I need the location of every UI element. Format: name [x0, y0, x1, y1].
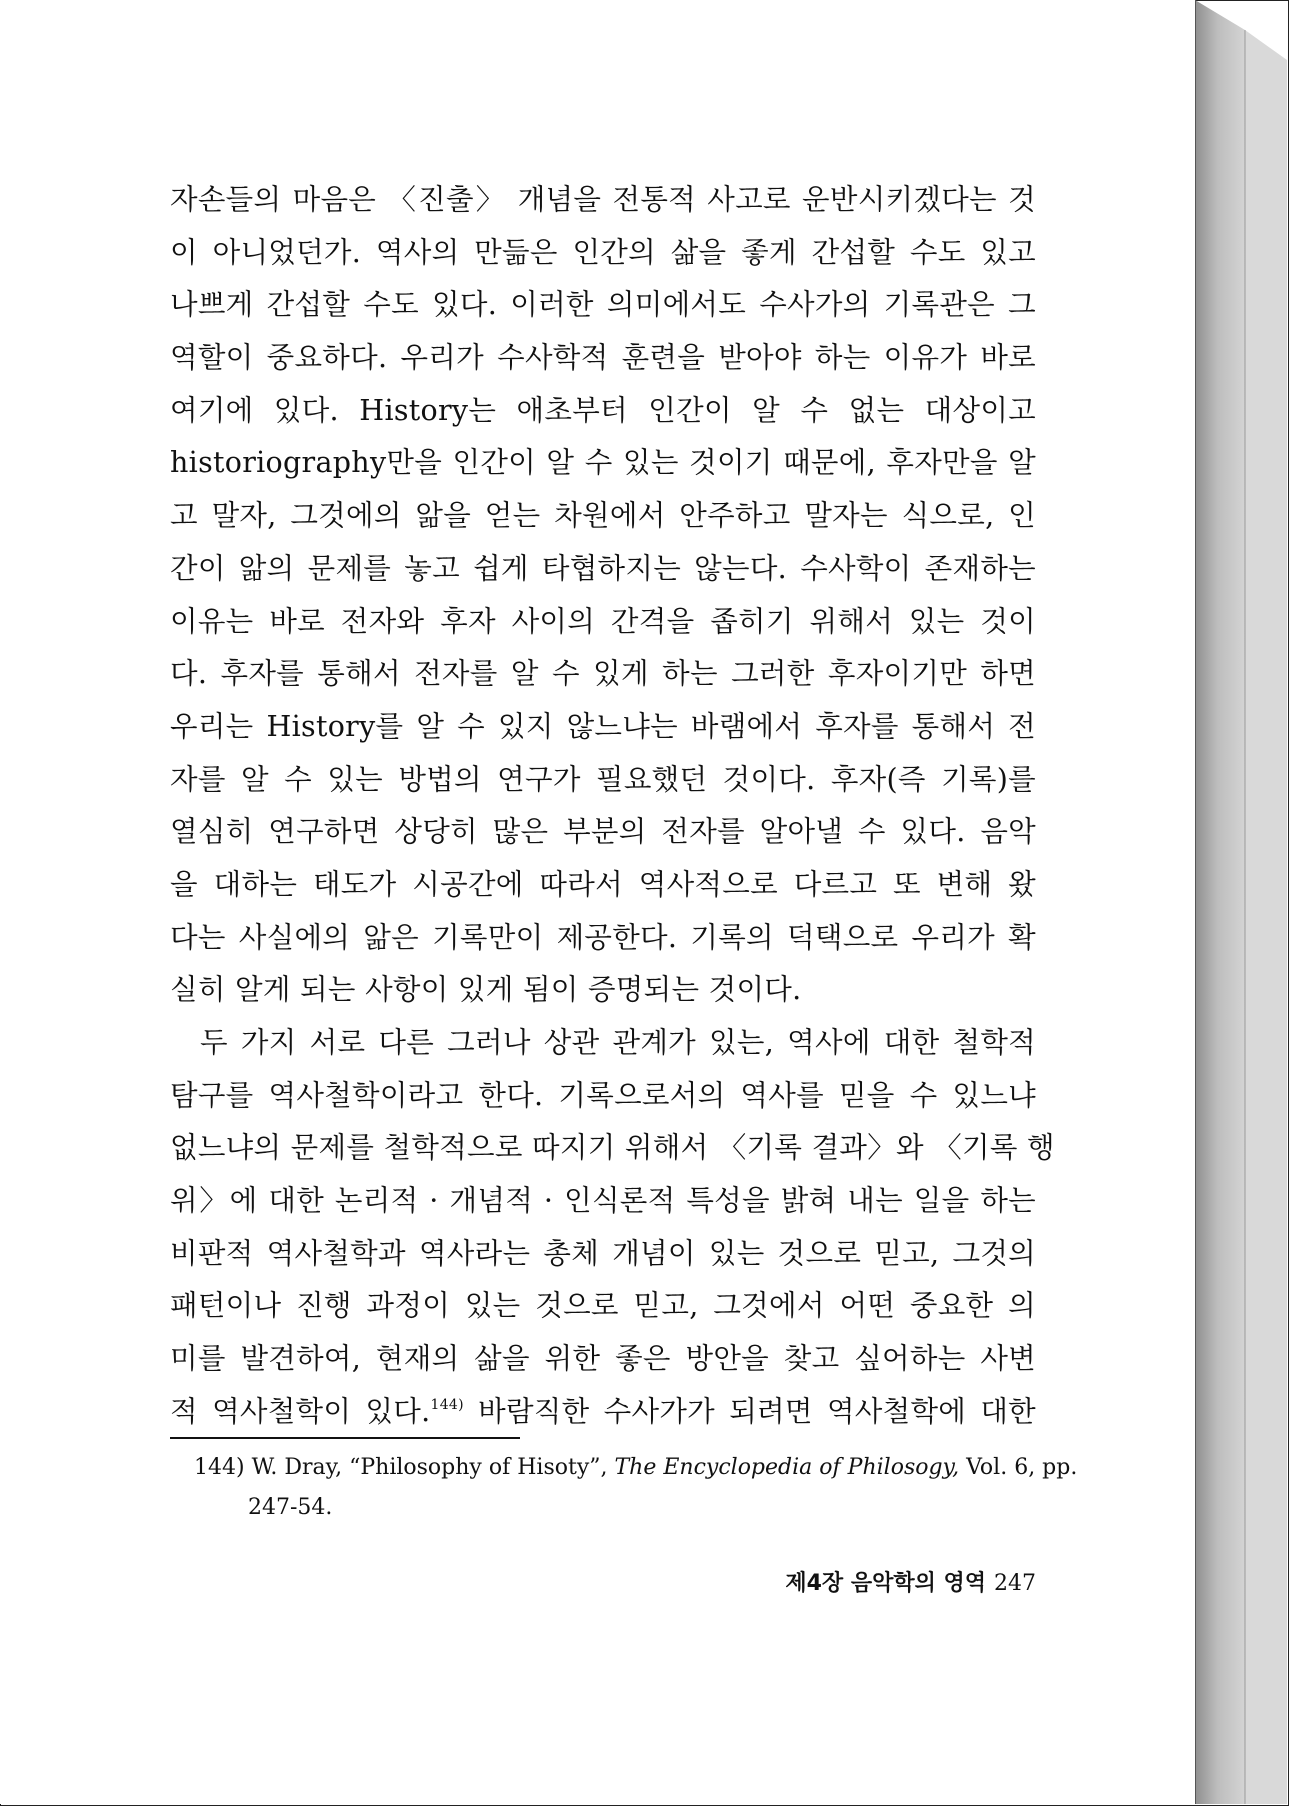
footnote-divider: [170, 1437, 520, 1439]
text-line: 여기에 있다. History는 애초부터 인간이 알 수 없는 대상이고: [170, 393, 1036, 427]
footnote-number: 144): [194, 1455, 245, 1480]
text-line: 간이 앎의 문제를 놓고 쉽게 타협하지는 않는다. 수사학이 존재하는: [170, 551, 1036, 585]
text-line-with-footnote-ref: [170, 1386, 1036, 1439]
footnote-volume: Vol. 6, pp.: [966, 1455, 1078, 1480]
paragraph-start-line: 두 가지 서로 다른 그러나 상관 관계가 있는, 역사에 대한 철학적: [200, 1026, 1036, 1059]
text-line: 다는 사실에의 앎은 기록만이 제공한다. 기록의 덕택으로 우리가 확: [170, 920, 1036, 954]
text-line: historiography만을 인간이 알 수 있는 것이기 때문에, 후자만을 알: [170, 446, 1036, 480]
footnote-pages: 247-54.: [248, 1495, 333, 1520]
text-line: 을 대하는 태도가 시공간에 따라서 역사적으로 다르고 또 변해 왔: [170, 867, 1036, 901]
text-line: 우리는 History를 알 수 있지 않느냐는 바램에서 후자를 통해서 전: [170, 709, 1036, 743]
page-number: 247: [994, 1571, 1036, 1596]
text-fragment: 적 역사철학이 있다.: [170, 1394, 431, 1428]
text-line: 위〉에 대한 논리적 · 개념적 · 인식론적 특성을 밝혀 내는 일을 하는: [170, 1184, 1036, 1218]
text-line: 패턴이나 진행 과정이 있는 것으로 믿고, 그것에서 어떤 중요한 의: [170, 1289, 1036, 1323]
text-line: 자를 알 수 있는 방법의 연구가 필요했던 것이다. 후자(즉 기록)를: [170, 762, 1036, 796]
text-line: 이 아니었던가. 역사의 만듦은 인간의 삶을 좋게 간섭할 수도 있고: [170, 235, 1036, 269]
text-line: 미를 발견하여, 현재의 삶을 위한 좋은 방안을 찾고 싶어하는 사변: [170, 1342, 1036, 1376]
text-line: 열심히 연구하면 상당히 많은 부분의 전자를 알아낼 수 있다. 음악: [170, 815, 1036, 849]
footnote-line: [194, 1448, 1078, 1488]
text-line: 탐구를 역사철학이라고 한다. 기록으로서의 역사를 믿을 수 있느냐: [170, 1078, 1036, 1112]
footnote-author: W. Dray, “Philosophy of Hisoty”,: [251, 1455, 608, 1480]
text-line: 나쁘게 간섭할 수도 있다. 이러한 의미에서도 수사가의 기록관은 그: [170, 288, 1036, 322]
text-line: 비판적 역사철학과 역사라는 총체 개념이 있는 것으로 믿고, 그것의: [170, 1236, 1036, 1270]
paragraph-end-line: 실히 알게 되는 사항이 있게 됨이 증명되는 것이다.: [170, 973, 802, 1007]
text-line: 역할이 중요하다. 우리가 수사학적 훈련을 받아야 하는 이유가 바로: [170, 341, 1036, 375]
footnote-work-title: The Encyclopedia of Philosogy,: [614, 1455, 960, 1480]
footnote-reference[interactable]: 144): [430, 1396, 464, 1413]
text-line: 없느냐의 문제를 철학적으로 따지기 위해서 〈기록 결과〉와 〈기록 행: [170, 1131, 1055, 1165]
text-line: 다. 후자를 통해서 전자를 알 수 있게 하는 그러한 후자이기만 하면: [170, 657, 1036, 691]
text-line: 자손들의 마음은 〈진출〉 개념을 전통적 사고로 운반시키겠다는 것: [170, 183, 1036, 216]
running-footer: [736, 1566, 1036, 1597]
chapter-title: 제4장 음악학의 영역: [785, 1571, 986, 1596]
text-fragment: 바람직한 수사가가 되려면 역사철학에 대한: [463, 1394, 1036, 1428]
text-line: 고 말자, 그것에의 앎을 얻는 차원에서 안주하고 말자는 식으로, 인: [170, 499, 1036, 533]
text-line: 이유는 바로 전자와 후자 사이의 간격을 좁히기 위해서 있는 것이: [170, 604, 1036, 638]
page-edge-shadow: [1195, 0, 1287, 1804]
footnote: [194, 1448, 1078, 1528]
body-text: [170, 174, 1055, 1439]
